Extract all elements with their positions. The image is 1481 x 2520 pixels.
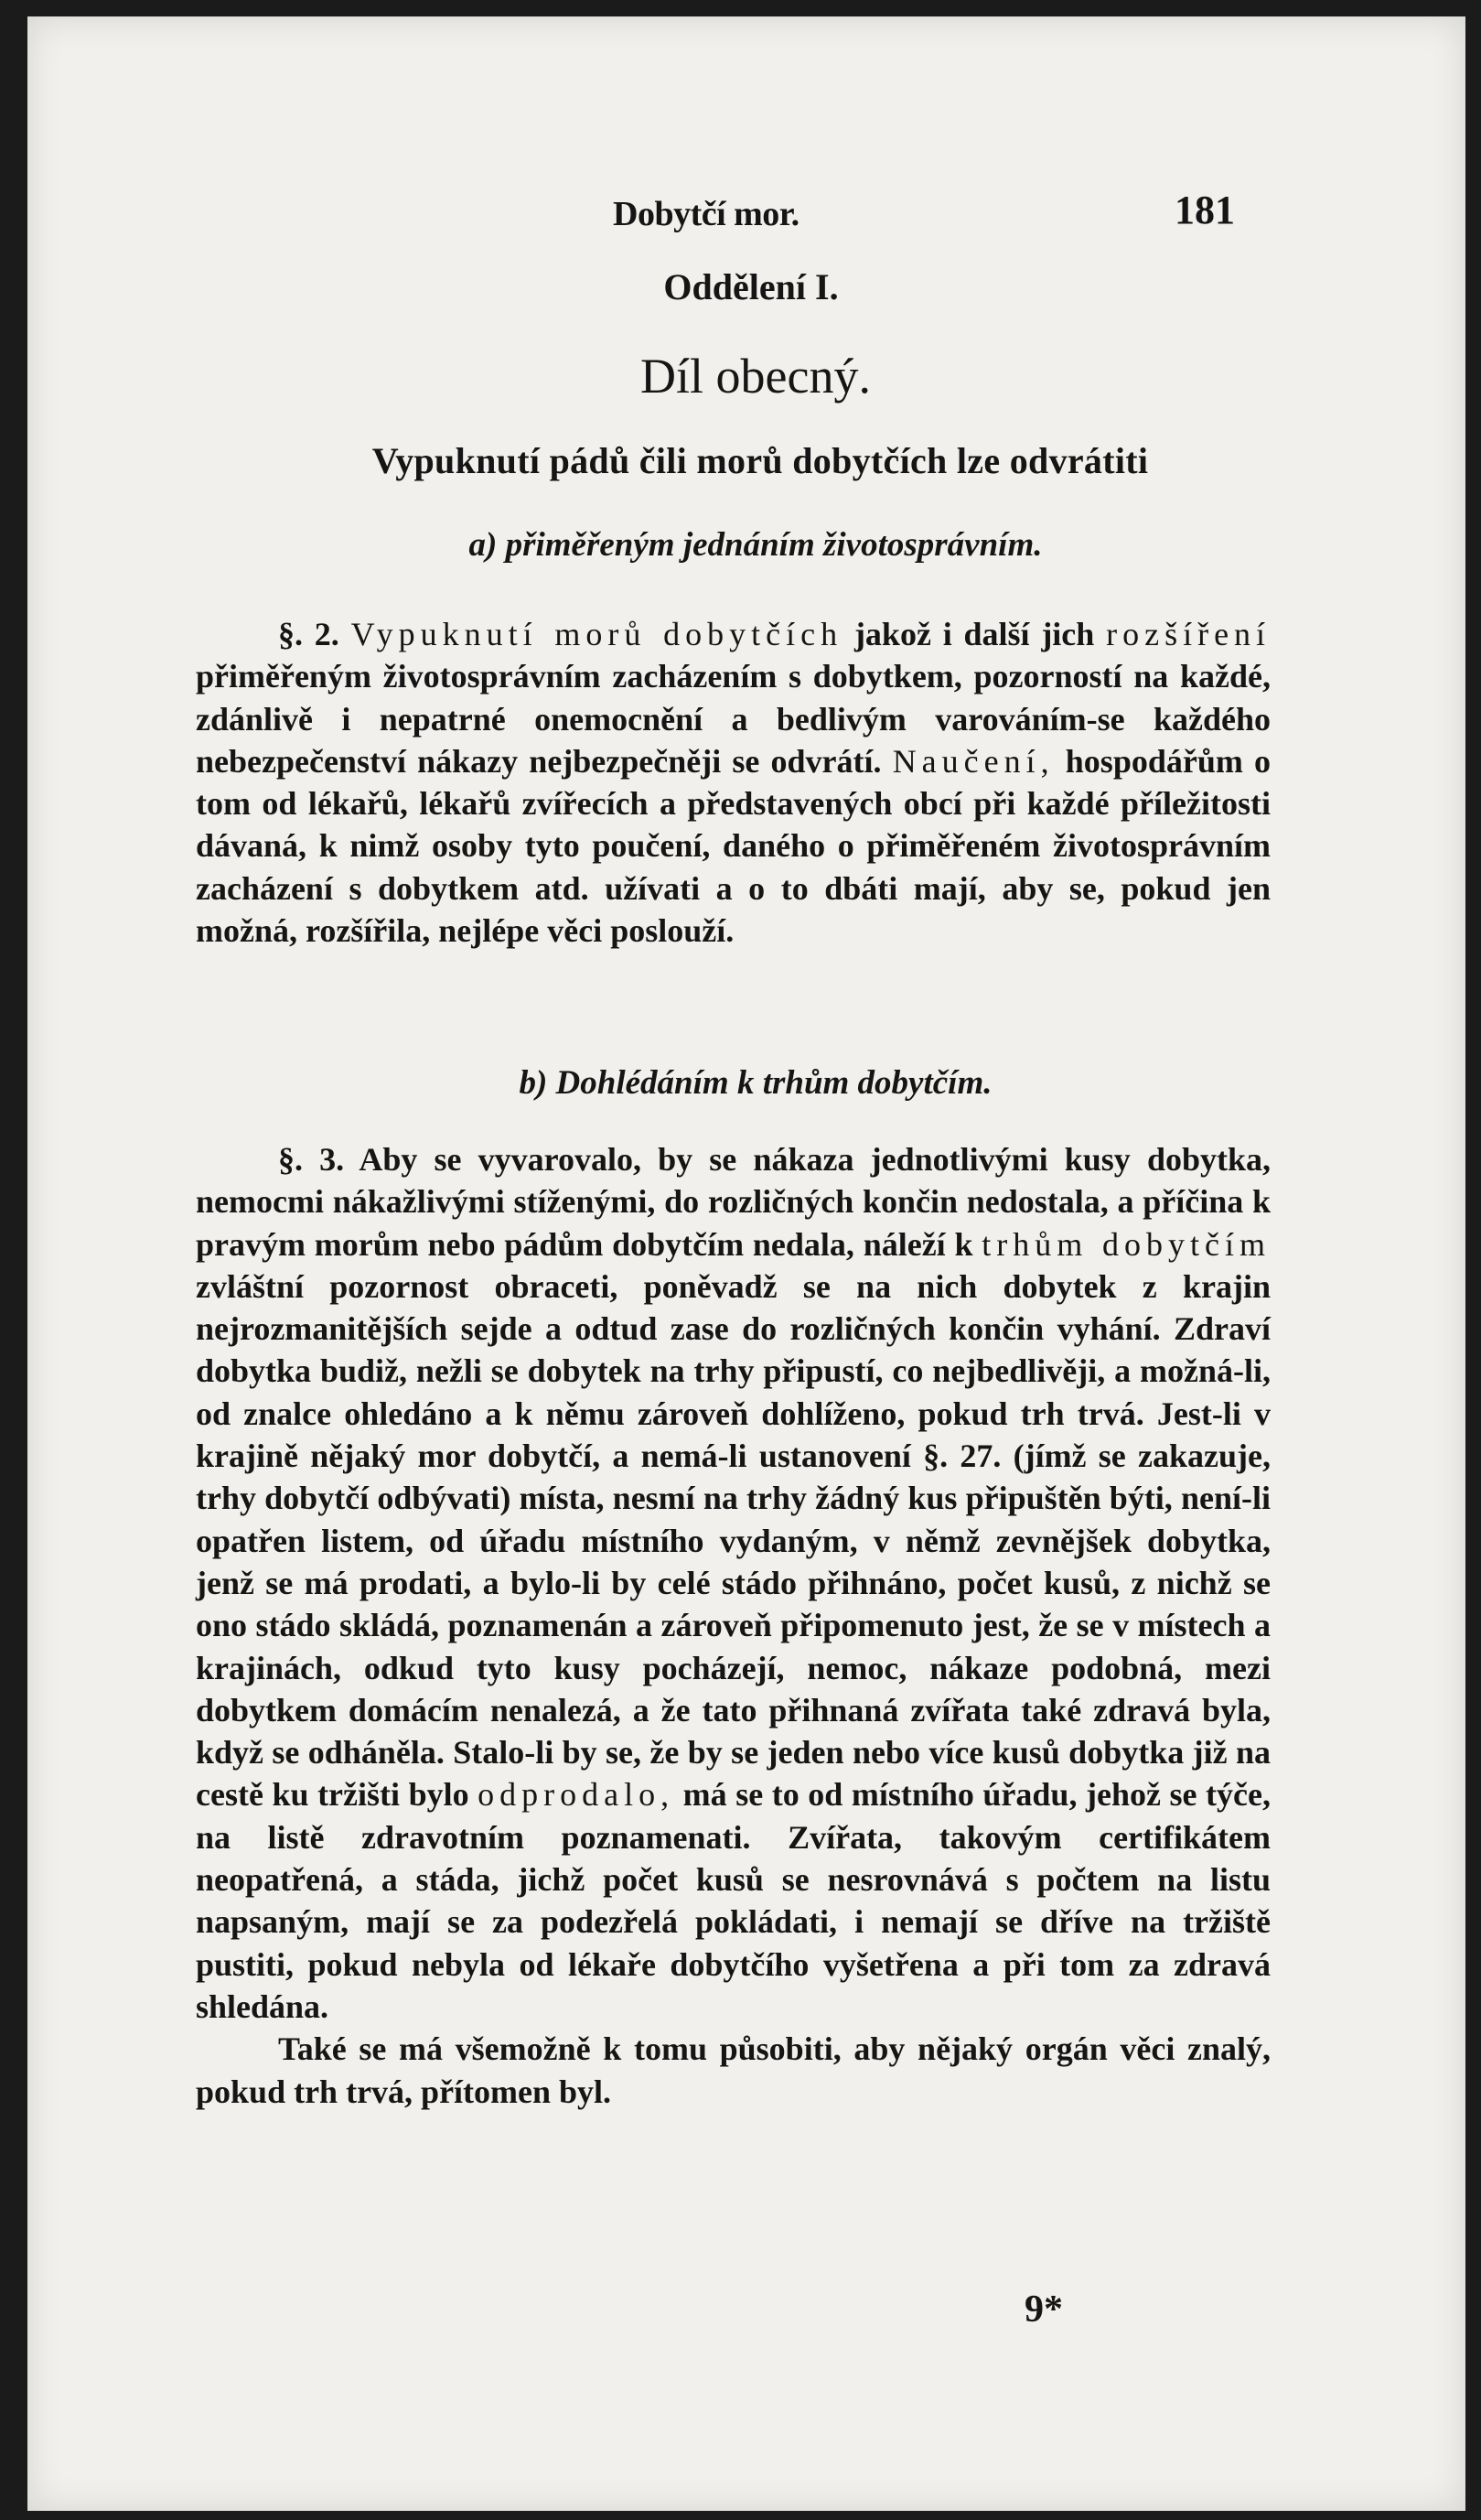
book-page	[27, 16, 1465, 2511]
spaced-emphasis: rozšíření	[1106, 616, 1272, 652]
spaced-emphasis: trhům dobytčím	[982, 1225, 1271, 1263]
spaced-emphasis: odprodalo,	[478, 1776, 675, 1814]
paragraph-section-2	[196, 613, 1271, 952]
spaced-emphasis: Naučení,	[892, 742, 1055, 780]
paragraph-text: Aby se vyvarovalo, by se nákaza jednotlivými kusy dobytka, nemocmi nákažlivými stíženými, do rozličných končin nedostala, a příčina k pravým morům nebo pádům dobytčím nedala, náleží k	[196, 1141, 1272, 1263]
paragraph-text: zvláštní pozornost obraceti, poněvadž se na nich dobytek z krajin nejrozmanitějších sejde a odtud zase do rozličných končin vyhání. Zdraví dobytka budiž, nežli se dobytek na trhy připustí, co nejbedlivěji, a možná-li, od znalce ohledáno a k němu zároveň dohlíženo, pokud trh trvá. Jest-li v krajině nějaký mor dobytčí, a nemá-li ustanovení §. 27. (jímž se zakazuje, trhy dobytčí odbývati) místa, nesmí na trhy žádný kus připuštěn býti, není-li opatřen listem, od úřadu místního vydaným, v němž zevnějšek dobytka, jenž se má prodati, a bylo-li by celé stádo přihnáno, počet kusů, z nichž se ono stádo skládá, poznamenán a zároveň připomenuto jest, že se v místech a krajinách, odkud tyto kusy pocházejí, nemoc, nákaze podobná, mezi dobytkem domácím nenalezá, a že tato přihnaná zvířata také zdravá byla, když se odháněla. Stalo-li by se, že by se jeden nebo více kusů dobytka již na cestě ku tržišti bylo	[196, 1267, 1271, 1814]
part-heading: Díl obecný.	[640, 349, 871, 404]
main-heading: Vypuknutí pádů čili morů dobytčích lze odvrátiti	[371, 440, 1149, 481]
paragraph-text: Také se má všemožně k tomu působiti, aby nějaký orgán věci znalý, pokud trh trvá, přítomen byl.	[196, 2030, 1271, 2110]
paragraph-closing	[196, 2028, 1271, 2113]
running-head: Dobytčí mor.	[613, 195, 800, 233]
subheading-b: b) Dohlédáním k trhům dobytčím.	[519, 1064, 993, 1102]
paragraph-text: jakož i další jich	[853, 616, 1095, 652]
paragraph-text: má se to od místního úřadu, jehož se týče, na listě zdravotním poznamenati. Zvířata, takovým certifikátem neopatřená, a stáda, jichž počet kusů se nesrovnává s počtem na listu napsaným, mají se za podezřelá pokládati, i nemají se dříve na tržiště pustiti, pokud nebyla od lékaře dobytčího vyšetřena a při tom za zdravá shledána.	[196, 1776, 1271, 2025]
page-header	[27, 170, 1465, 233]
paragraph-section-3	[196, 1138, 1271, 2113]
signature-mark: 9*	[1025, 2288, 1063, 2331]
paragraph-text: hospodářům o tom od lékařů, lékařů zvířecích a představených obcí při každé příležitosti dávaná, k nimž osoby tyto poučení, daného o přiměřeném životosprávním zacházení s dobytkem atd. užívati a o to dbáti mají, aby se, pokud jen možná, rozšířila, nejlépe věci poslouží.	[196, 742, 1271, 950]
division-heading: Oddělení I.	[663, 266, 839, 307]
section-number: §. 3.	[278, 1141, 345, 1178]
spaced-emphasis: Vypuknutí morů dobytčích	[350, 616, 843, 652]
section-number: §. 2.	[278, 616, 339, 652]
subheading-a: a) přiměřeným jednáním životosprávním.	[468, 526, 1043, 564]
paragraph-text: přiměřeným životosprávním zacházením s dobytkem, pozorností na každé, zdánlivě i nepatrné onemocnění a bedlivým varováním-se každého nebezpečenství nákazy nejbezpečněji se odvrátí.	[196, 658, 1271, 780]
page-number: 181	[1175, 188, 1235, 232]
